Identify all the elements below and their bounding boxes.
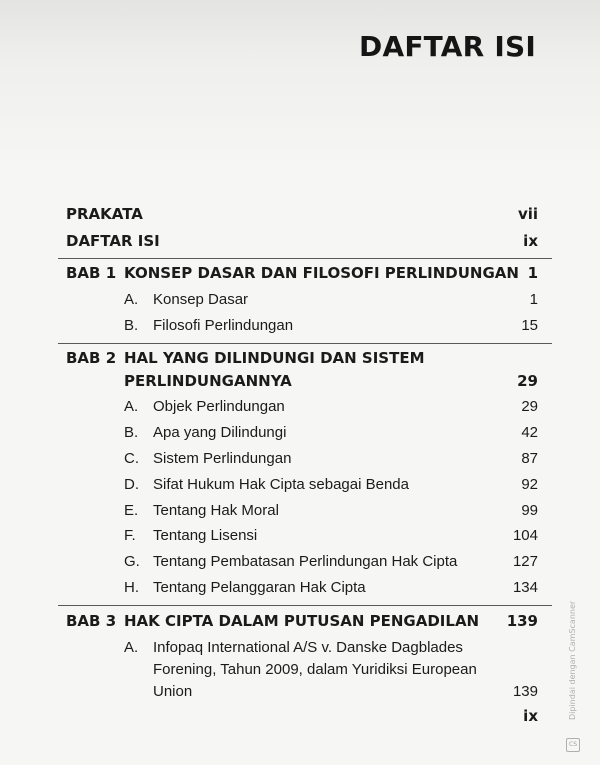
toc-row-section[interactable] <box>0 289 600 311</box>
section-page: 87 <box>521 450 538 467</box>
section-divider <box>58 258 552 259</box>
chapter-page: 1 <box>527 264 538 282</box>
chapter-title: KONSEP DASAR DAN FILOSOFI PERLINDUNGAN <box>124 264 519 282</box>
section-page: 139 <box>512 683 538 700</box>
section-title: Infopaq International A/S v. Danske Dagblades <box>153 639 463 656</box>
chapter-page: 29 <box>517 372 538 390</box>
section-letter: B. <box>124 317 139 334</box>
section-title: Objek Perlindungan <box>153 398 285 415</box>
chapter-title: HAK CIPTA DALAM PUTUSAN PENGADILAN <box>124 612 480 630</box>
chapter-title: PERLINDUNGANNYA <box>124 372 292 390</box>
section-title: Tentang Lisensi <box>153 527 258 544</box>
section-title: Tentang Pembatasan Perlindungan Hak Cipta <box>153 553 458 570</box>
section-divider <box>58 343 552 344</box>
section-page: 104 <box>512 527 538 544</box>
toc-row-bab-2[interactable] <box>0 347 600 369</box>
chapter-label: BAB 1 <box>66 264 117 282</box>
section-letter: A. <box>124 398 139 415</box>
scanner-watermark: Dipindai dengan CamScanner <box>568 600 577 720</box>
section-page: 1 <box>529 291 538 308</box>
chapter-page: 139 <box>506 612 538 630</box>
section-divider <box>58 605 552 606</box>
section-letter: F. <box>124 527 136 544</box>
section-letter: E. <box>124 502 139 519</box>
toc-row-section-cont[interactable] <box>0 659 600 681</box>
section-title: Konsep Dasar <box>153 291 249 308</box>
section-page: 134 <box>512 579 538 596</box>
toc-row-section[interactable] <box>0 448 600 470</box>
section-title: Tentang Pelanggaran Hak Cipta <box>153 579 366 596</box>
toc-row-section[interactable] <box>0 525 600 547</box>
section-letter: B. <box>124 424 139 441</box>
toc-row-section[interactable] <box>0 396 600 418</box>
section-title: Filosofi Perlindungan <box>153 317 294 334</box>
toc-row-section[interactable] <box>0 315 600 337</box>
toc-row-prakata[interactable] <box>0 203 600 225</box>
toc-entry-title: DAFTAR ISI <box>66 232 160 250</box>
toc-row-bab-3[interactable] <box>0 610 600 632</box>
toc-row-section[interactable] <box>0 422 600 444</box>
chapter-label: BAB 3 <box>66 612 117 630</box>
section-page: 99 <box>521 502 538 519</box>
toc-row-section[interactable] <box>0 500 600 522</box>
toc-entry-title: PRAKATA <box>66 205 143 223</box>
toc-row-section[interactable] <box>0 551 600 573</box>
section-title: Forening, Tahun 2009, dalam Yuridiksi European <box>153 661 477 678</box>
section-letter: D. <box>124 476 139 493</box>
section-title: Apa yang Dilindungi <box>153 424 287 441</box>
camscanner-icon: CS <box>566 738 580 752</box>
section-page: 15 <box>521 317 538 334</box>
section-title: Union <box>153 683 193 700</box>
section-letter: A. <box>124 291 139 308</box>
section-page: 127 <box>512 553 538 570</box>
toc-row-bab-1[interactable] <box>0 262 600 284</box>
section-title: Sifat Hukum Hak Cipta sebagai Benda <box>153 476 409 493</box>
section-title: Sistem Perlindungan <box>153 450 292 467</box>
section-page: 29 <box>521 398 538 415</box>
toc-row-daftar-isi[interactable] <box>0 230 600 252</box>
toc-row-bab-2-cont[interactable] <box>0 370 600 392</box>
page-number: ix <box>523 707 538 725</box>
toc-row-section[interactable] <box>0 637 600 659</box>
section-page: 42 <box>521 424 538 441</box>
toc-entry-page: ix <box>523 232 538 250</box>
section-letter: A. <box>124 639 139 656</box>
chapter-label: BAB 2 <box>66 349 117 367</box>
toc-entry-page: vii <box>517 205 538 223</box>
toc-row-section-cont[interactable] <box>0 681 600 703</box>
section-title: Tentang Hak Moral <box>153 502 279 519</box>
toc-row-section[interactable] <box>0 474 600 496</box>
toc-row-section[interactable] <box>0 577 600 599</box>
section-letter: G. <box>124 553 140 570</box>
section-letter: C. <box>124 450 139 467</box>
section-letter: H. <box>124 579 139 596</box>
page-title: DAFTAR ISI <box>359 30 536 63</box>
section-page: 92 <box>521 476 538 493</box>
chapter-title: HAL YANG DILINDUNGI DAN SISTEM <box>124 349 425 367</box>
